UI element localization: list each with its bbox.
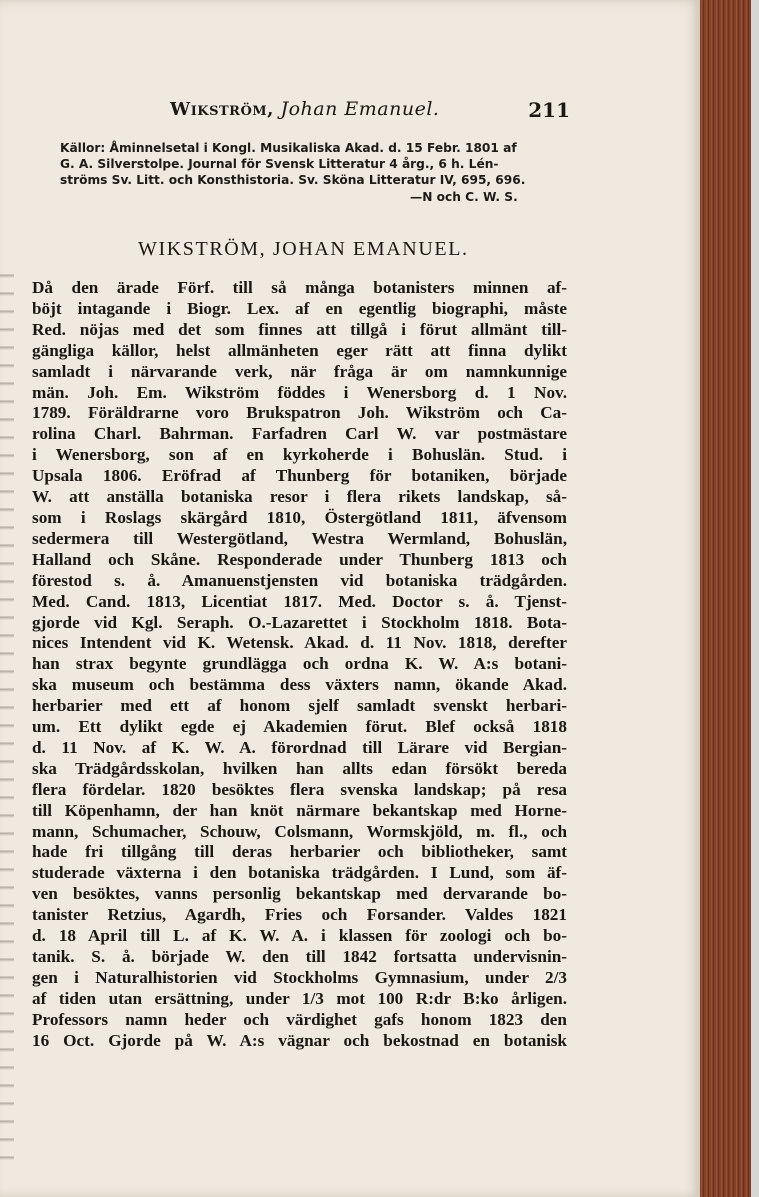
body-line: böjt intagande i Biogr. Lex. af en egentlig biographi, måste <box>32 298 567 318</box>
body-line: till Köpenhamn, der han knöt närmare bekantskap med Horne- <box>32 800 567 820</box>
header-surname: Wikström, <box>170 99 274 120</box>
author-signature: —N och C. W. S. <box>410 190 518 204</box>
body-line: gen i Naturalhistorien vid Stockholms Gymnasium, under 2/3 <box>32 967 567 987</box>
body-line: Red. nöjas med det som finnes att tillgå i förut allmänt till- <box>32 319 567 339</box>
body-line: mann, Schumacher, Schouw, Colsmann, Wormskjöld, m. fl., och <box>32 821 567 841</box>
sources-line: ströms Sv. Litt. och Konsthistoria. Sv. Sköna Litteratur IV, 695, 696. <box>60 173 526 187</box>
body-line: tanister Retzius, Agardh, Fries och Forsander. Valdes 1821 <box>32 905 567 925</box>
gutter-shadow <box>0 260 14 1160</box>
body-line: i Wenersborg, son af en kyrkoherde i Bohuslän. Stud. i <box>32 445 567 465</box>
page-number: 211 <box>528 98 570 122</box>
body-line: Halland och Skåne. Responderade under Thunberg 1813 och <box>32 549 567 569</box>
body-line: um. Ett dylikt egde ej Akademien förut. Blef också 1818 <box>32 717 567 737</box>
body-line: gängliga källor, helst allmänheten eger rätt att finna dylikt <box>32 340 567 360</box>
body-line: ven besöktes, vanns personlig bekantskap med dervarande bo- <box>32 884 567 904</box>
body-line: män. Joh. Em. Wikström föddes i Wenersborg d. 1 Nov. <box>32 382 567 402</box>
body-line: W. att anställa botaniska resor i flera rikets landskap, så- <box>32 487 567 507</box>
body-line: ska museum och bestämma dess växters namn, ökande Akad. <box>32 675 567 695</box>
body-line: sedermera till Westergötland, Westra Wermland, Bohuslän, <box>32 528 567 548</box>
body-line: han strax begynte grundlägga och ordna K. W. A:s botani- <box>32 654 567 674</box>
body-line: d. 11 Nov. af K. W. A. förordnad till Lärare vid Bergian- <box>32 737 567 757</box>
body-line: Då den ärade Förf. till så många botanisters minnen af- <box>32 278 567 297</box>
header-given-name: Johan Emanuel. <box>280 98 440 120</box>
running-header <box>58 98 674 126</box>
body-line: studerade växterna i den botaniska trädgården. I Lund, som äf- <box>32 863 567 883</box>
book-page-edges <box>700 0 759 1197</box>
body-line: Med. Cand. 1813, Licentiat 1817. Med. Doctor s. å. Tjenst- <box>32 591 567 611</box>
body-line: flera fördelar. 1820 besöktes flera svenska landskap; på resa <box>32 779 567 799</box>
body-line: d. 18 April till L. af K. W. A. i klassen för zoologi och bo- <box>32 926 567 946</box>
sources-line: G. A. Silverstolpe. Journal för Svensk Litteratur 4 årg., 6 h. Lén- <box>60 157 499 171</box>
body-line: hade fri tillgång till deras herbarier och bibliotheker, samt <box>32 842 567 862</box>
body-line: Professors namn heder och värdighet gafs honom 1823 den <box>32 1009 567 1029</box>
body-line: 1789. Föräldrarne voro Brukspatron Joh. Wikström och Ca- <box>32 403 567 423</box>
running-title <box>170 98 439 120</box>
article-title: WIKSTRÖM, JOHAN EMANUEL. <box>138 238 469 260</box>
body-line: gjorde vid Kgl. Seraph. O.-Lazarettet i Stockholm 1818. Bota- <box>32 612 567 632</box>
body-line: som i Roslags skärgård 1810, Östergötland 1811, äfvensom <box>32 507 567 527</box>
body-line: nices Intendent vid K. Wetensk. Akad. d. 11 Nov. 1818, derefter <box>32 633 567 653</box>
body-line: tanik. S. å. började W. den till 1842 fortsatta undervisnin- <box>32 947 567 966</box>
body-line: förestod s. å. Amanuenstjensten vid botaniska trädgården. <box>32 570 567 590</box>
body-line: ska Trädgårdsskolan, hvilken han allts edan försökt bereda <box>32 758 567 778</box>
body-line: rolina Charl. Bahrman. Farfadren Carl W. var postmästare <box>32 424 567 444</box>
background-strip <box>751 0 759 1197</box>
sources-paragraph <box>60 140 585 188</box>
body-line: samladt i närvarande verk, när fråga är om namnkunnige <box>32 361 567 381</box>
sources-line: Källor: Åminnelsetal i Kongl. Musikaliska Akad. d. 15 Febr. 1801 af <box>60 141 517 155</box>
body-line: 16 Oct. Gjorde på W. A:s vägnar och bekostnad en botanisk <box>32 1030 567 1050</box>
article-body <box>32 278 567 1052</box>
body-line: af tiden utan ersättning, under 1/3 mot 100 R:dr B:ko årligen. <box>32 988 567 1008</box>
body-line: herbarier med ett af honom sjelf samladt svenskt herbari- <box>32 696 567 716</box>
body-line: Upsala 1806. Eröfrad af Thunberg för botaniken, började <box>32 466 567 486</box>
